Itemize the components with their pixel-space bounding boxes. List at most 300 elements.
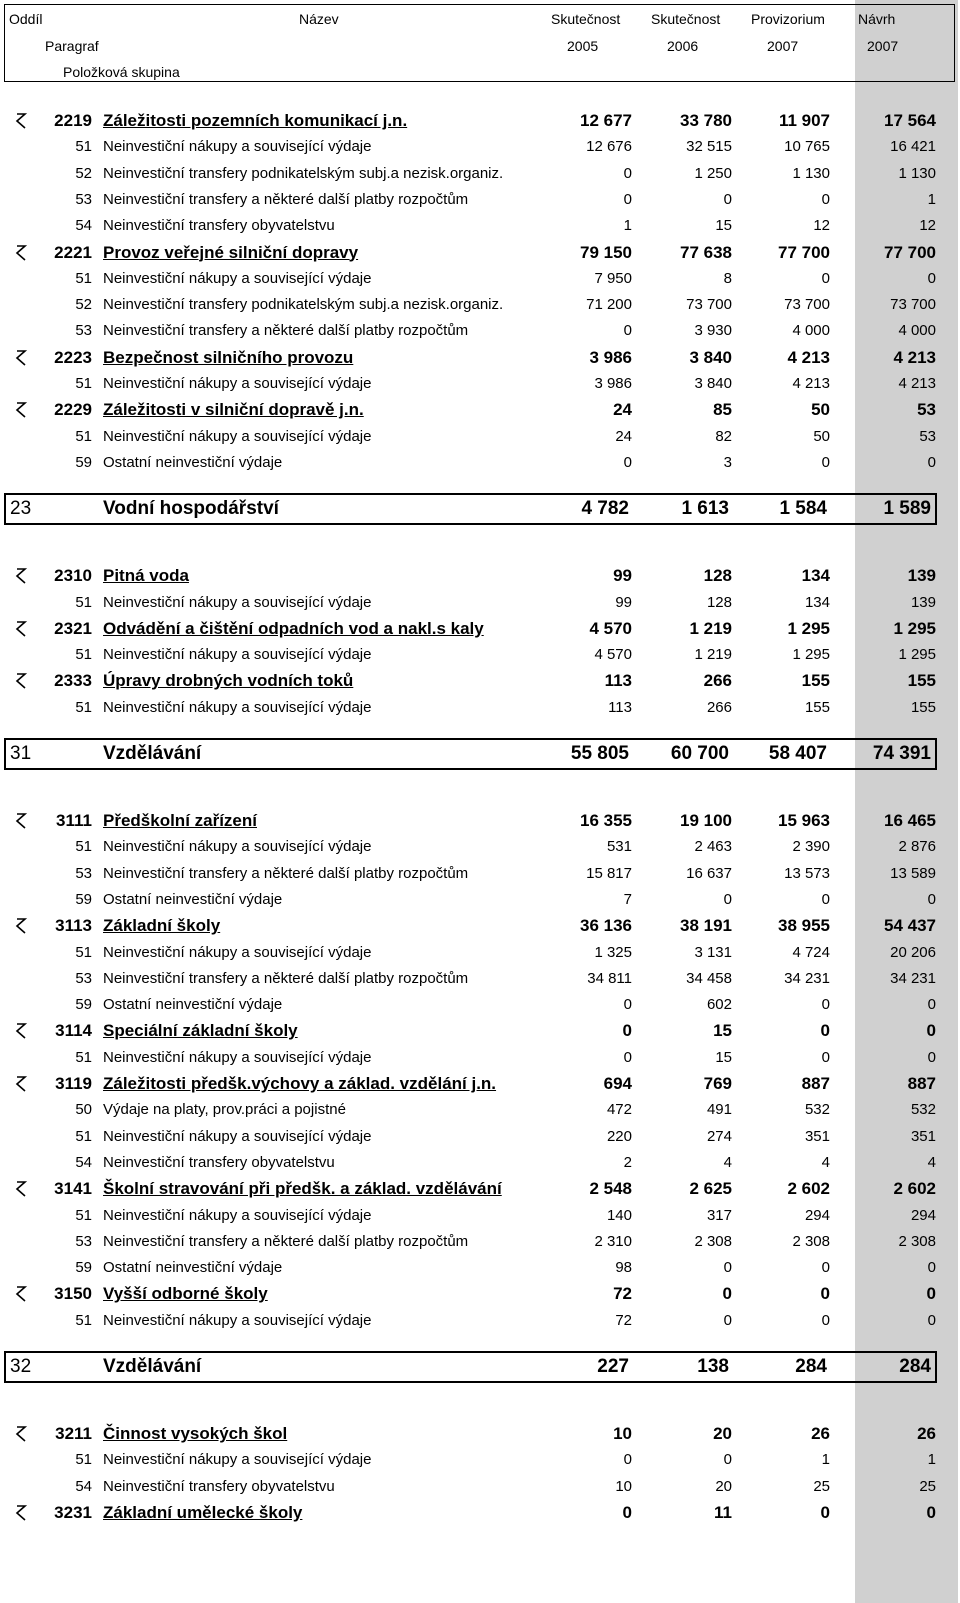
- value-provizorium-2007: 25: [813, 1477, 830, 1495]
- item-row: [0, 424, 960, 450]
- value-provizorium-2007: 0: [821, 1048, 830, 1066]
- value-navrh-2007: 20 206: [890, 943, 936, 961]
- value-navrh-2007: 0: [927, 269, 936, 287]
- value-skutecnost-2006: 2 308: [694, 1232, 732, 1250]
- value-skutecnost-2005: 0: [623, 322, 632, 340]
- value-provizorium-2007: 1 584: [779, 498, 827, 520]
- paragraph-row: [0, 345, 960, 371]
- row-name: Neinvestiční nákupy a související výdaje: [103, 646, 372, 664]
- item-row: [0, 1124, 960, 1150]
- value-navrh-2007: 2 602: [893, 1179, 936, 1199]
- item-row: [0, 161, 960, 187]
- item-row: [0, 213, 960, 239]
- value-provizorium-2007: 4 724: [792, 943, 830, 961]
- value-skutecnost-2006: 138: [697, 1356, 729, 1377]
- row-code: 3111: [56, 811, 92, 830]
- row-code: 54: [75, 1153, 92, 1171]
- value-skutecnost-2006: 33 780: [680, 111, 732, 130]
- item-row: [0, 450, 960, 476]
- row-name: Neinvestiční transfery podnikatelským subj.a nezisk.organiz.: [103, 164, 504, 182]
- row-name: Neinvestiční nákupy a související výdaje: [103, 1311, 372, 1329]
- header-col1-year: 2005: [567, 38, 599, 54]
- item-row: [0, 1097, 960, 1123]
- item-row: [0, 966, 960, 992]
- row-code: 51: [75, 375, 92, 392]
- header-col3-year: 2007: [767, 38, 799, 54]
- item-row: [0, 1045, 960, 1071]
- row-name: Speciální základní školy: [103, 1021, 298, 1041]
- row-marker-icon: [14, 673, 28, 694]
- row-marker-icon: [14, 918, 28, 939]
- value-skutecnost-2005: 0: [623, 996, 632, 1014]
- value-skutecnost-2005: 3 986: [589, 347, 632, 367]
- value-navrh-2007: 0: [927, 453, 936, 471]
- value-navrh-2007: 16 465: [884, 811, 936, 830]
- value-provizorium-2007: 0: [821, 1311, 830, 1329]
- row-code: 59: [75, 453, 92, 471]
- section-name: Vodní hospodářství: [103, 498, 279, 520]
- value-navrh-2007: 4 213: [893, 347, 936, 367]
- value-skutecnost-2006: 15: [715, 1048, 732, 1066]
- value-skutecnost-2005: 113: [604, 671, 632, 691]
- row-code: 51: [75, 1451, 92, 1469]
- value-provizorium-2007: 134: [801, 566, 830, 586]
- value-skutecnost-2005: 99: [613, 566, 632, 586]
- row-name: Pitná voda: [103, 566, 189, 586]
- value-skutecnost-2006: 491: [706, 1101, 732, 1119]
- row-name: Neinvestiční transfery a některé další platby rozpočtům: [103, 864, 469, 882]
- value-skutecnost-2006: 3 840: [694, 375, 732, 392]
- value-navrh-2007: 13 589: [890, 864, 936, 882]
- value-provizorium-2007: 13 573: [784, 864, 830, 882]
- value-navrh-2007: 155: [907, 671, 936, 691]
- paragraph-row: [0, 1281, 960, 1307]
- value-skutecnost-2006: 15: [713, 1021, 732, 1041]
- row-name: Neinvestiční transfery obyvatelstvu: [103, 1477, 335, 1495]
- value-skutecnost-2006: 0: [723, 890, 732, 908]
- value-skutecnost-2005: 10: [613, 1424, 632, 1443]
- item-row: [0, 1255, 960, 1281]
- value-provizorium-2007: 887: [801, 1074, 830, 1093]
- row-code: 51: [75, 838, 92, 856]
- value-skutecnost-2006: 73 700: [686, 296, 732, 314]
- value-skutecnost-2006: 602: [706, 996, 732, 1014]
- row-name: Předškolní zařízení: [103, 811, 257, 830]
- value-skutecnost-2005: 79 150: [580, 242, 632, 262]
- row-marker-icon: [14, 813, 28, 834]
- value-skutecnost-2005: 98: [615, 1259, 632, 1277]
- row-marker-icon: [14, 402, 28, 423]
- value-skutecnost-2006: 1 219: [689, 618, 732, 638]
- row-name: Neinvestiční nákupy a související výdaje: [103, 138, 372, 156]
- row-marker-icon: [14, 621, 28, 642]
- value-skutecnost-2006: 128: [703, 566, 732, 586]
- value-skutecnost-2006: 15: [715, 217, 732, 235]
- row-name: Neinvestiční transfery a některé další platby rozpočtům: [103, 1232, 469, 1250]
- section-row: [4, 738, 937, 770]
- value-navrh-2007: 74 391: [872, 743, 931, 764]
- header-col4-year: 2007: [867, 38, 899, 54]
- item-row: [0, 1308, 960, 1334]
- value-provizorium-2007: 0: [821, 890, 830, 908]
- value-navrh-2007: 2 876: [898, 838, 936, 856]
- row-code: 54: [75, 1477, 92, 1495]
- value-skutecnost-2005: 16 355: [580, 811, 632, 830]
- item-row: [0, 1150, 960, 1176]
- value-navrh-2007: 532: [910, 1101, 936, 1119]
- item-row: [0, 134, 960, 160]
- value-navrh-2007: 351: [910, 1127, 936, 1145]
- row-name: Neinvestiční nákupy a související výdaje: [103, 1206, 372, 1224]
- value-skutecnost-2005: 15 817: [586, 864, 632, 882]
- value-navrh-2007: 4 213: [898, 375, 936, 392]
- row-code: 2310: [54, 566, 92, 586]
- item-row: [0, 992, 960, 1018]
- value-provizorium-2007: 0: [821, 1259, 830, 1277]
- value-skutecnost-2005: 1 325: [594, 943, 632, 961]
- value-navrh-2007: 17 564: [884, 111, 936, 130]
- value-skutecnost-2005: 7 950: [594, 269, 632, 287]
- row-code: 2221: [54, 242, 92, 262]
- value-provizorium-2007: 4 213: [792, 375, 830, 392]
- row-name: Neinvestiční nákupy a související výdaje: [103, 698, 372, 716]
- paragraph-row: [0, 1421, 960, 1447]
- value-provizorium-2007: 2 390: [792, 838, 830, 856]
- value-provizorium-2007: 11 907: [778, 111, 830, 130]
- section-row: [4, 493, 937, 525]
- value-navrh-2007: 25: [919, 1477, 936, 1495]
- row-name: Neinvestiční nákupy a související výdaje: [103, 1451, 372, 1469]
- row-name: Neinvestiční transfery obyvatelstvu: [103, 217, 335, 235]
- item-row: [0, 371, 960, 397]
- value-skutecnost-2006: 19 100: [680, 811, 732, 830]
- value-skutecnost-2005: 220: [606, 1127, 632, 1145]
- row-name: Neinvestiční nákupy a související výdaje: [103, 838, 372, 856]
- value-skutecnost-2006: 11: [714, 1502, 732, 1522]
- value-provizorium-2007: 4: [821, 1153, 830, 1171]
- row-name: Bezpečnost silničního provozu: [103, 347, 354, 367]
- value-navrh-2007: 139: [907, 566, 936, 586]
- value-provizorium-2007: 58 407: [768, 743, 827, 764]
- row-marker-icon: [14, 1505, 28, 1526]
- header-col1-title: Skutečnost: [551, 11, 621, 27]
- value-navrh-2007: 54 437: [884, 916, 936, 936]
- item-row: [0, 695, 960, 721]
- row-name: Neinvestiční nákupy a související výdaje: [103, 375, 372, 392]
- value-navrh-2007: 4 000: [898, 322, 936, 340]
- value-skutecnost-2006: 317: [706, 1206, 732, 1224]
- value-skutecnost-2006: 1 219: [694, 646, 732, 664]
- row-marker-icon: [14, 1426, 28, 1447]
- row-code: 2223: [54, 347, 92, 367]
- value-skutecnost-2005: 4 570: [589, 618, 632, 638]
- header-col2-year: 2006: [667, 38, 699, 54]
- item-row: [0, 1474, 960, 1500]
- header-col2-title: Skutečnost: [651, 11, 721, 27]
- row-name: Činnost vysokých škol: [103, 1424, 288, 1443]
- row-name: Ostatní neinvestiční výdaje: [103, 890, 283, 908]
- row-code: 3231: [54, 1502, 92, 1522]
- value-skutecnost-2006: 0: [723, 1259, 732, 1277]
- paragraph-row: [0, 913, 960, 939]
- value-navrh-2007: 73 700: [890, 296, 936, 314]
- row-name: Záležitosti pozemních komunikací j.n.: [103, 111, 408, 130]
- value-skutecnost-2006: 34 458: [686, 969, 732, 987]
- header-paragraf: Paragraf: [45, 38, 99, 54]
- value-skutecnost-2006: 38 191: [680, 916, 732, 936]
- row-name: Ostatní neinvestiční výdaje: [103, 453, 283, 471]
- value-skutecnost-2005: 0: [622, 1021, 632, 1041]
- row-code: 2333: [54, 671, 92, 691]
- row-name: Základní školy: [103, 916, 221, 936]
- value-skutecnost-2006: 16 637: [686, 864, 732, 882]
- row-code: 51: [75, 138, 92, 156]
- header-oddil: Oddíl: [9, 11, 43, 27]
- paragraph-row: [0, 563, 960, 589]
- value-skutecnost-2006: 60 700: [670, 743, 729, 764]
- section-name: Vzdělávání: [103, 1356, 202, 1377]
- value-skutecnost-2005: 0: [622, 1502, 632, 1522]
- item-row: [0, 187, 960, 213]
- value-skutecnost-2006: 0: [723, 190, 732, 208]
- value-skutecnost-2006: 1 250: [694, 164, 732, 182]
- row-code: 3114: [55, 1021, 92, 1041]
- value-navrh-2007: 1 130: [898, 164, 936, 182]
- row-code: 2321: [54, 618, 92, 638]
- row-name: Záležitosti předšk.výchovy a základ. vzdělání j.n.: [103, 1074, 497, 1093]
- value-navrh-2007: 16 421: [890, 138, 936, 156]
- value-provizorium-2007: 2 308: [792, 1232, 830, 1250]
- value-navrh-2007: 12: [919, 217, 936, 235]
- value-skutecnost-2005: 2 548: [589, 1179, 632, 1199]
- row-name: Neinvestiční nákupy a související výdaje: [103, 1048, 372, 1066]
- row-code: 50: [75, 1101, 92, 1119]
- value-provizorium-2007: 0: [821, 190, 830, 208]
- value-provizorium-2007: 1 295: [787, 618, 830, 638]
- paragraph-row: [0, 808, 960, 834]
- section-name: Vzdělávání: [103, 743, 202, 764]
- value-skutecnost-2005: 34 811: [587, 969, 632, 987]
- header-nazev: Název: [299, 11, 339, 27]
- value-skutecnost-2006: 266: [703, 671, 732, 691]
- section-code: 32: [10, 1356, 32, 1377]
- item-row: [0, 1447, 960, 1473]
- value-skutecnost-2005: 7: [623, 890, 632, 908]
- paragraph-row: [0, 1176, 960, 1202]
- value-provizorium-2007: 155: [804, 698, 830, 716]
- value-provizorium-2007: 284: [795, 1356, 827, 1377]
- row-name: Neinvestiční nákupy a související výdaje: [103, 269, 372, 287]
- value-provizorium-2007: 10 765: [784, 138, 830, 156]
- value-skutecnost-2006: 3: [723, 453, 732, 471]
- row-code: 3211: [55, 1424, 92, 1443]
- row-marker-icon: [14, 245, 28, 266]
- value-skutecnost-2005: 12 677: [580, 111, 632, 130]
- section-code: 31: [10, 743, 32, 764]
- row-name: Ostatní neinvestiční výdaje: [103, 996, 283, 1014]
- paragraph-row: [0, 1071, 960, 1097]
- value-skutecnost-2006: 77 638: [680, 242, 732, 262]
- row-marker-icon: [14, 350, 28, 371]
- value-skutecnost-2006: 2 463: [694, 838, 732, 856]
- row-code: 51: [75, 943, 92, 961]
- value-skutecnost-2006: 3 930: [694, 322, 732, 340]
- value-navrh-2007: 284: [899, 1356, 931, 1377]
- row-code: 3119: [55, 1074, 92, 1093]
- value-provizorium-2007: 0: [820, 1284, 830, 1304]
- paragraph-row: [0, 616, 960, 642]
- value-skutecnost-2006: 85: [713, 400, 732, 420]
- row-code: 59: [75, 890, 92, 908]
- value-skutecnost-2005: 12 676: [586, 138, 632, 156]
- value-skutecnost-2005: 3 986: [594, 375, 632, 392]
- value-provizorium-2007: 351: [804, 1127, 830, 1145]
- value-navrh-2007: 53: [917, 400, 936, 420]
- paragraph-row: [0, 1018, 960, 1044]
- value-skutecnost-2005: 113: [608, 698, 632, 716]
- header-polozkova-skupina: Položková skupina: [63, 64, 180, 80]
- value-skutecnost-2006: 0: [722, 1284, 732, 1304]
- value-skutecnost-2006: 128: [706, 593, 732, 611]
- value-skutecnost-2005: 71 200: [586, 296, 632, 314]
- row-name: Neinvestiční nákupy a související výdaje: [103, 1127, 372, 1145]
- row-code: 2219: [54, 111, 92, 130]
- value-skutecnost-2005: 24: [613, 400, 632, 420]
- value-skutecnost-2005: 694: [603, 1074, 632, 1093]
- row-code: 51: [75, 698, 92, 716]
- value-skutecnost-2006: 2 625: [689, 1179, 732, 1199]
- row-code: 53: [75, 1232, 92, 1250]
- row-code: 54: [75, 217, 92, 235]
- value-provizorium-2007: 34 231: [784, 969, 830, 987]
- row-code: 59: [75, 996, 92, 1014]
- value-navrh-2007: 0: [927, 1259, 936, 1277]
- value-provizorium-2007: 0: [821, 269, 830, 287]
- value-skutecnost-2005: 531: [606, 838, 632, 856]
- value-skutecnost-2005: 72: [613, 1284, 632, 1304]
- section-row: [4, 1351, 937, 1383]
- header-col3-title: Provizorium: [751, 11, 825, 27]
- row-name: Neinvestiční transfery podnikatelským subj.a nezisk.organiz.: [103, 296, 504, 314]
- row-name: Školní stravování při předšk. a základ. vzdělávání: [103, 1179, 502, 1199]
- row-name: Úpravy drobných vodních toků: [103, 671, 354, 691]
- row-code: 2229: [54, 400, 92, 420]
- value-provizorium-2007: 294: [804, 1206, 830, 1224]
- row-code: 3150: [54, 1284, 92, 1304]
- row-marker-icon: [14, 568, 28, 589]
- value-provizorium-2007: 4 213: [787, 347, 830, 367]
- value-provizorium-2007: 4 000: [792, 322, 830, 340]
- row-code: 52: [75, 296, 92, 314]
- value-skutecnost-2005: 4 782: [581, 498, 629, 520]
- row-name: Výdaje na platy, prov.práci a pojistné: [103, 1101, 346, 1119]
- item-row: [0, 861, 960, 887]
- value-skutecnost-2005: 0: [623, 453, 632, 471]
- value-provizorium-2007: 50: [813, 427, 830, 445]
- value-navrh-2007: 53: [919, 427, 936, 445]
- value-skutecnost-2005: 0: [623, 1048, 632, 1066]
- value-skutecnost-2005: 0: [623, 164, 632, 182]
- item-row: [0, 292, 960, 318]
- row-code: 53: [75, 322, 92, 340]
- value-skutecnost-2006: 3 131: [694, 943, 732, 961]
- value-provizorium-2007: 532: [804, 1101, 830, 1119]
- value-provizorium-2007: 38 955: [778, 916, 830, 936]
- value-skutecnost-2005: 472: [606, 1101, 632, 1119]
- value-navrh-2007: 887: [907, 1074, 936, 1093]
- value-provizorium-2007: 0: [821, 996, 830, 1014]
- value-provizorium-2007: 73 700: [784, 296, 830, 314]
- value-skutecnost-2006: 3 840: [689, 347, 732, 367]
- value-provizorium-2007: 1 295: [792, 646, 830, 664]
- value-provizorium-2007: 0: [820, 1021, 830, 1041]
- value-skutecnost-2006: 20: [713, 1424, 732, 1443]
- value-skutecnost-2006: 0: [723, 1451, 732, 1469]
- value-skutecnost-2006: 0: [723, 1311, 732, 1329]
- row-name: Neinvestiční nákupy a související výdaje: [103, 593, 372, 611]
- item-row: [0, 1229, 960, 1255]
- value-skutecnost-2005: 10: [615, 1477, 632, 1495]
- row-code: 53: [75, 190, 92, 208]
- value-skutecnost-2005: 55 805: [570, 743, 629, 764]
- value-navrh-2007: 0: [926, 1284, 936, 1304]
- value-skutecnost-2005: 24: [615, 427, 632, 445]
- row-code: 53: [75, 864, 92, 882]
- value-navrh-2007: 1: [927, 1451, 936, 1469]
- row-name: Neinvestiční transfery obyvatelstvu: [103, 1153, 335, 1171]
- value-navrh-2007: 139: [910, 593, 936, 611]
- row-code: 3141: [54, 1179, 92, 1199]
- value-skutecnost-2006: 4: [723, 1153, 732, 1171]
- item-row: [0, 266, 960, 292]
- value-provizorium-2007: 155: [801, 671, 830, 691]
- value-provizorium-2007: 77 700: [778, 242, 830, 262]
- paragraph-row: [0, 668, 960, 694]
- value-skutecnost-2005: 2: [623, 1153, 632, 1171]
- row-marker-icon: [14, 1286, 28, 1307]
- paragraph-row: [0, 397, 960, 423]
- value-skutecnost-2005: 36 136: [580, 916, 632, 936]
- value-skutecnost-2006: 769: [703, 1074, 732, 1093]
- header-col4-title: Návrh: [858, 11, 896, 27]
- row-code: 51: [75, 593, 92, 611]
- row-name: Neinvestiční transfery a některé další platby rozpočtům: [103, 190, 469, 208]
- value-navrh-2007: 0: [927, 890, 936, 908]
- value-provizorium-2007: 0: [820, 1502, 830, 1522]
- value-navrh-2007: 1 589: [883, 498, 931, 520]
- value-navrh-2007: 1 295: [898, 646, 936, 664]
- value-navrh-2007: 0: [926, 1502, 936, 1522]
- row-code: 51: [75, 1206, 92, 1224]
- value-provizorium-2007: 50: [811, 400, 830, 420]
- value-navrh-2007: 2 308: [898, 1232, 936, 1250]
- row-code: 51: [75, 269, 92, 287]
- value-navrh-2007: 155: [910, 698, 936, 716]
- value-skutecnost-2005: 140: [606, 1206, 632, 1224]
- row-name: Provoz veřejné silniční dopravy: [103, 242, 359, 262]
- value-provizorium-2007: 1 130: [792, 164, 830, 182]
- value-navrh-2007: 34 231: [890, 969, 936, 987]
- value-provizorium-2007: 15 963: [778, 811, 830, 830]
- value-skutecnost-2005: 227: [597, 1356, 629, 1377]
- item-row: [0, 318, 960, 344]
- row-code: 52: [75, 164, 92, 182]
- value-skutecnost-2006: 1 613: [681, 498, 729, 520]
- value-navrh-2007: 0: [926, 1021, 936, 1041]
- row-name: Odvádění a čištění odpadních vod a nakl.s kaly: [103, 618, 484, 638]
- row-code: 51: [75, 427, 92, 445]
- row-marker-icon: [14, 1181, 28, 1202]
